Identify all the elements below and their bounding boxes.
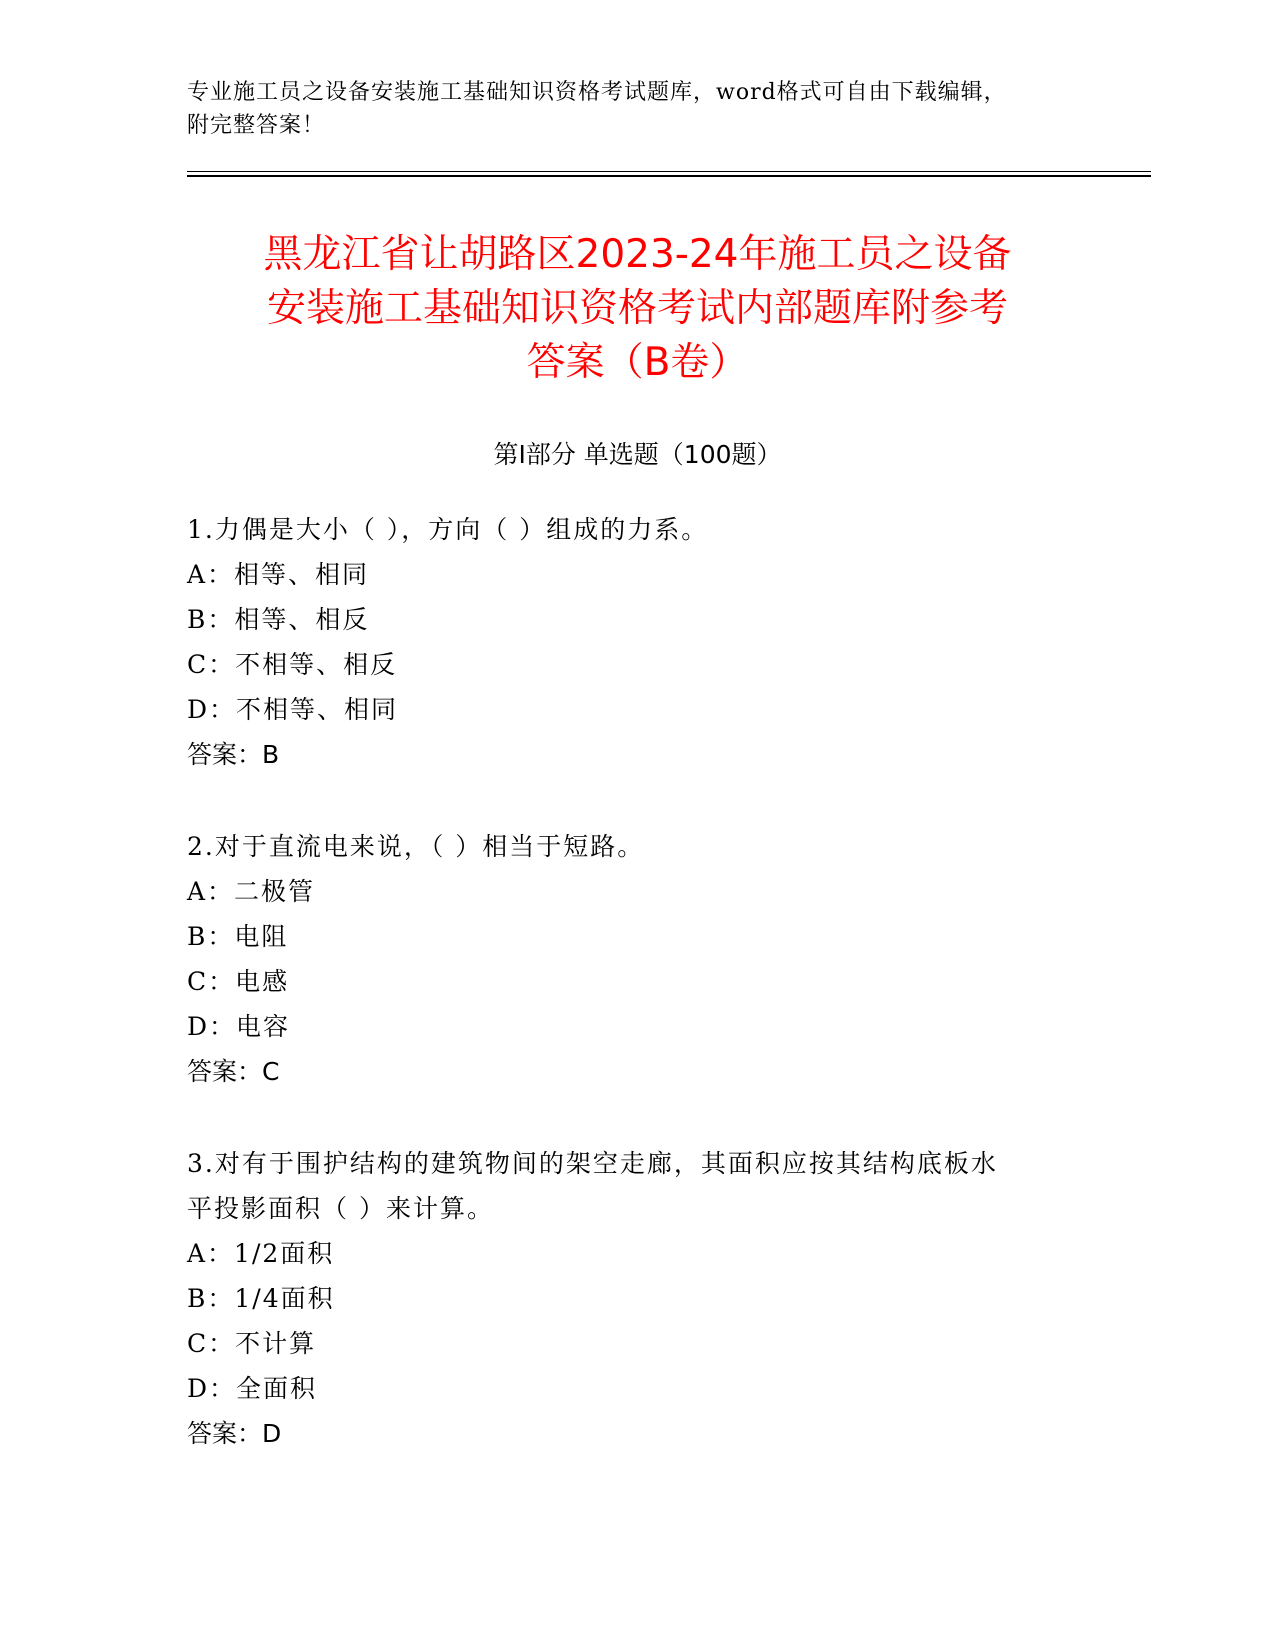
question-stem-line-2: 平投影面积（ ）来计算。: [187, 1194, 494, 1223]
document-title: [150, 228, 1125, 390]
option-d: D：不相等、相同: [187, 695, 399, 724]
header-note: [187, 76, 1067, 142]
option-c: C：不计算: [187, 1329, 317, 1358]
option-d: D：全面积: [187, 1374, 318, 1403]
question-stem: 2.对于直流电来说，（ ）相当于短路。: [187, 832, 645, 861]
answer: 答案：C: [187, 1057, 280, 1086]
question-2: [187, 824, 1067, 1094]
title-line-1: 黑龙江省让胡路区2023-24年施工员之设备: [263, 232, 1012, 277]
option-b: B：电阻: [187, 922, 289, 951]
section-heading: 第Ⅰ部分 单选题（100题）: [493, 440, 782, 469]
question-3: [187, 1141, 1067, 1456]
header-divider-thin: [187, 171, 1151, 172]
title-line-2: 安装施工基础知识资格考试内部题库附参考: [266, 286, 1008, 331]
question-stem: 1.力偶是大小（ ），方向（ ）组成的力系。: [187, 515, 709, 544]
option-d: D：电容: [187, 1012, 291, 1041]
answer: 答案：D: [187, 1419, 282, 1448]
answer: 答案：B: [187, 740, 280, 769]
question-stem-line-1: 3.对有于围护结构的建筑物间的架空走廊，其面积应按其结构底板水: [187, 1149, 998, 1178]
option-a: A：二极管: [187, 877, 316, 906]
option-b: B：相等、相反: [187, 605, 370, 634]
option-b: B：1/4面积: [187, 1284, 335, 1313]
option-c: C：不相等、相反: [187, 650, 398, 679]
question-1: [187, 507, 1067, 777]
option-c: C：电感: [187, 967, 290, 996]
header-note-line-1: 专业施工员之设备安装施工基础知识资格考试题库，word格式可自由下载编辑，: [187, 80, 1007, 105]
header-note-line-2: 附完整答案！: [187, 113, 326, 138]
option-a: A：相等、相同: [187, 560, 370, 589]
title-line-3: 答案（B卷）: [526, 340, 749, 385]
header-divider-thick: [187, 175, 1151, 177]
option-a: A：1/2面积: [187, 1239, 335, 1268]
